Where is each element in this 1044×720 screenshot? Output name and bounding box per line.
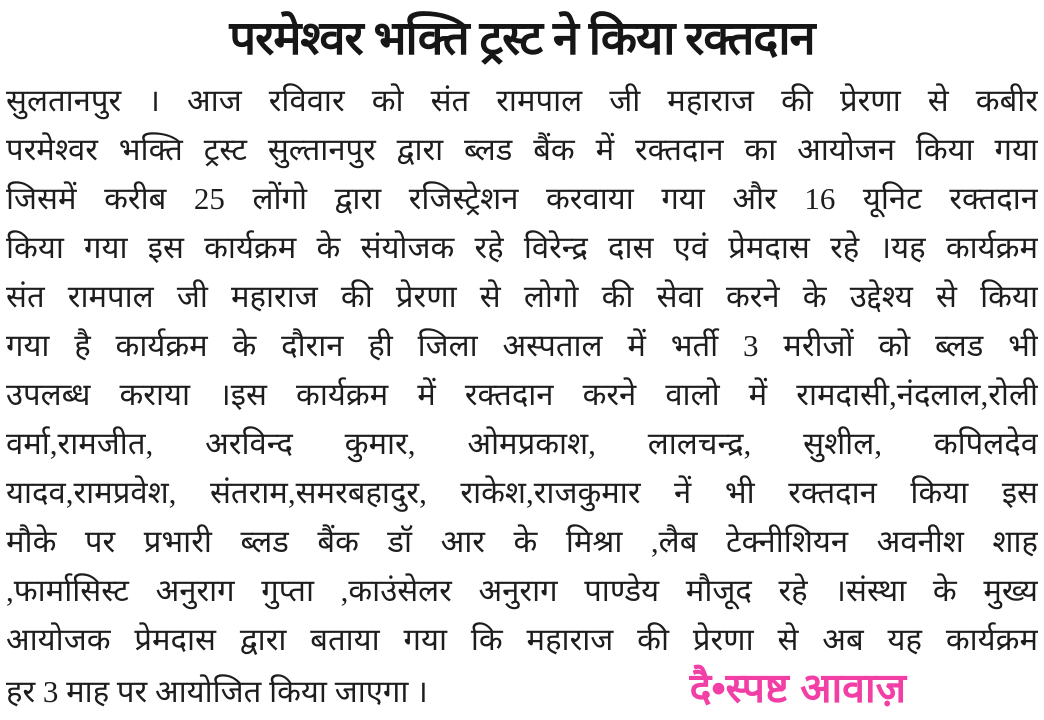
article-line: ,फार्मासिस्ट अनुराग गुप्ता ,काउंसेलर अनुराग पाण्डेय मौजूद रहे ।संस्था के मुख्य bbox=[6, 573, 1038, 608]
publisher-watermark: दै•स्पष्ट आवाज़ bbox=[689, 665, 906, 711]
article-line: हर 3 माह पर आयोजित किया जाएगा । bbox=[6, 674, 428, 709]
article-line: वर्मा,रामजीत, अरविन्द कुमार, ओमप्रकाश, लालचन्द्र, सुशील, कपिलदेव bbox=[6, 426, 1038, 461]
article-last-row bbox=[6, 664, 1038, 713]
article-line: गया है कार्यक्रम के दौरान ही जिला अस्पताल में भर्ती 3 मरीजों को ब्लड भी bbox=[6, 328, 1038, 363]
article-line: मौके पर प्रभारी ब्लड बैंक डॉ आर के मिश्रा ,लैब टेक्नीशियन अवनीश शाह bbox=[6, 524, 1038, 559]
article-line: किया गया इस कार्यक्रम के संयोजक रहे विरेन्द्र दास एवं प्रेमदास रहे ।यह कार्यक्रम bbox=[6, 230, 1038, 265]
article-line: यादव,रामप्रवेश, संतराम,समरबहादुर, राकेश,राजकुमार नें भी रक्तदान किया इस bbox=[6, 475, 1038, 510]
article-line: जिसमें करीब 25 लोंगो द्वारा रजिस्ट्रेशन करवाया गया और 16 यूनिट रक्तदान bbox=[6, 181, 1038, 216]
article-line: परमेश्वर भक्ति ट्रस्ट सुल्तानपुर द्वारा ब्लड बैंक में रक्तदान का आयोजन किया गया bbox=[6, 132, 1038, 167]
article-line: आयोजक प्रेमदास द्वारा बताया गया कि महाराज की प्रेरणा से अब यह कार्यक्रम bbox=[6, 622, 1038, 657]
article-line: उपलब्ध कराया ।इस कार्यक्रम में रक्तदान करने वालो में रामदासी,नंदलाल,रोली bbox=[6, 377, 1038, 412]
article-line: संत रामपाल जी महाराज की प्रेरणा से लोगो की सेवा करने के उद्देश्य से किया bbox=[6, 279, 1038, 314]
article-line: सुलतानपुर । आज रविवार को संत रामपाल जी महाराज की प्रेरणा से कबीर bbox=[6, 83, 1038, 118]
article-body bbox=[6, 76, 1038, 713]
article-headline: परमेश्वर भक्ति ट्रस्ट ने किया रक्तदान bbox=[229, 13, 815, 65]
